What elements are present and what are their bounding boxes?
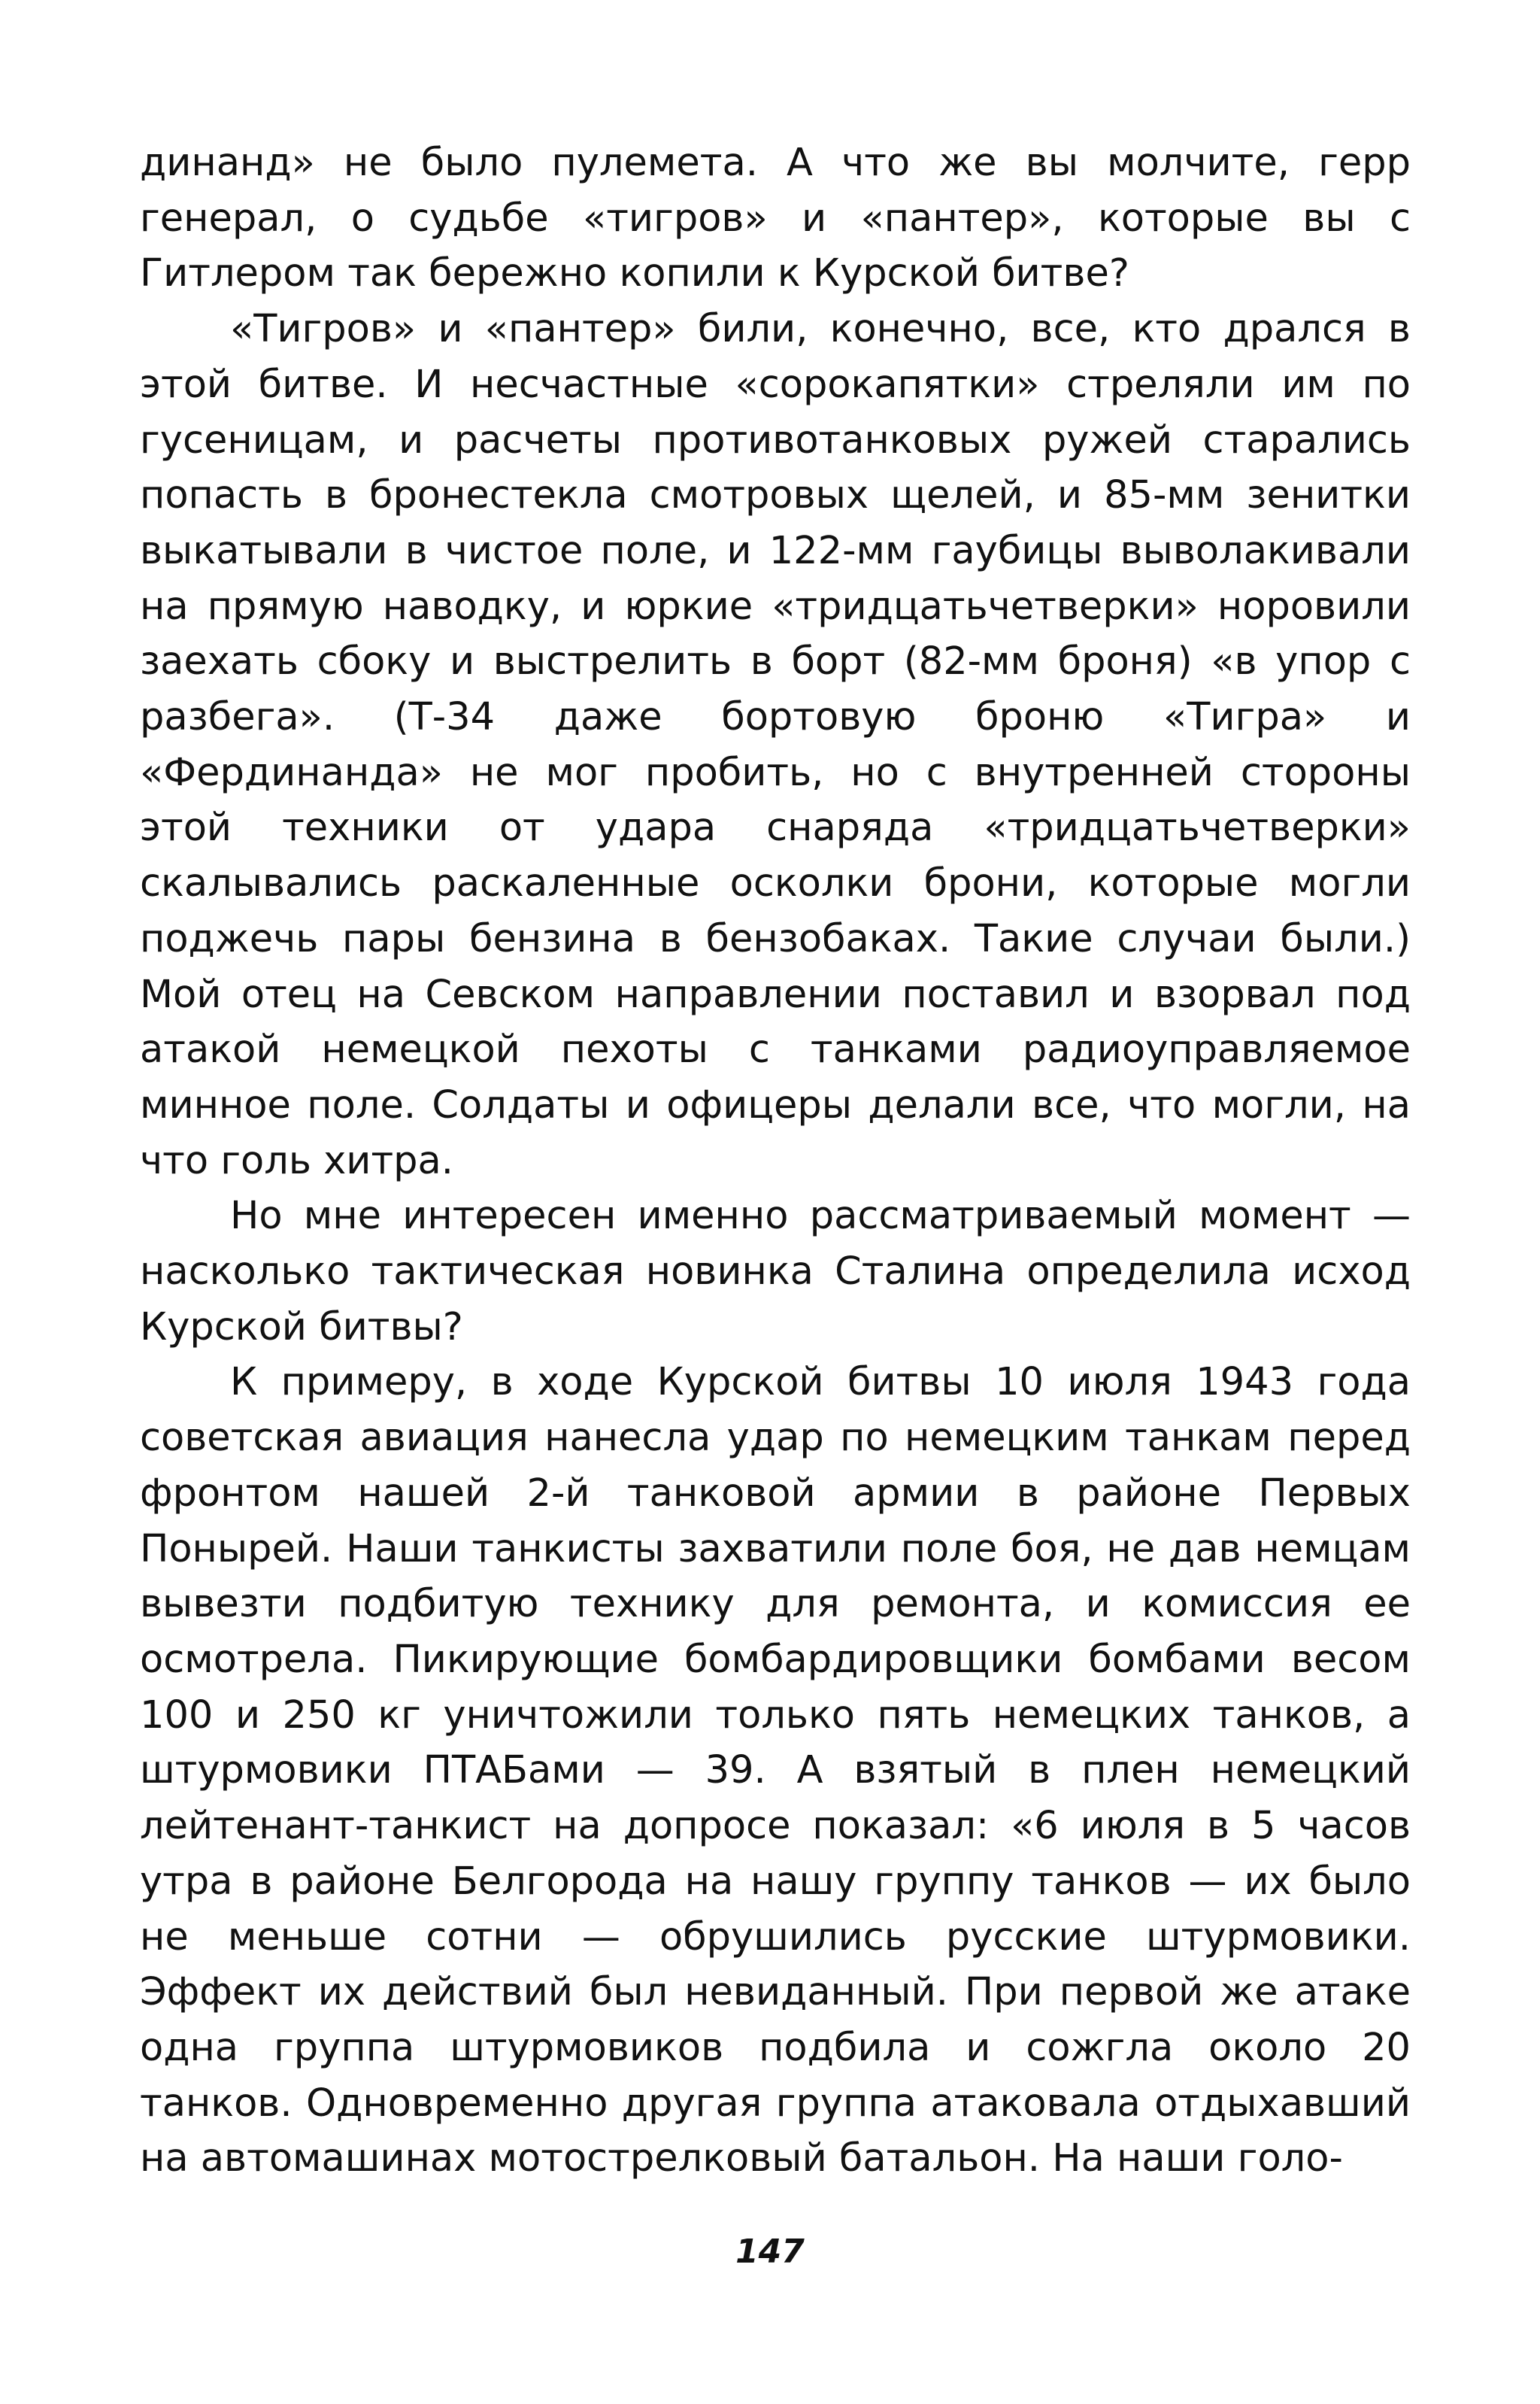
page-number: 147 [735,2233,805,2271]
body-text [140,135,1411,2187]
paragraph-4: К примеру, в ходе Курской битвы 10 июля 1943 года советская авиация нанесла удар по немецким танкам перед фронтом нашей 2-й танковой армии в районе Первых Понырей. Наши танкисты захватили поле боя, не дав немцам вывезти подбитую технику для ремонта, и комиссия ее осмотрела. Пикирующие бомбардировщики бомбами весом 100 и 250 кг уничтожили только пять немецких танков, а штурмовики ПТАБами — 39. А взятый в плен немецкий лейтенант-танкист на допросе показал: «6 июля в 5 часов утра в районе Белгорода на нашу группу танков — их было не меньше сотни — обрушились русские штурмовики. Эффект их действий был невиданный. При первой же атаке одна группа штурмовиков подбила и сожгла около 20 танков. Одновременно другая группа атаковала отдыхавший на автомашинах мотострелковый батальон. На наши голо- [140,1360,1411,2181]
paragraph-1: динанд» не было пулемета. А что же вы молчите, герр генерал, о судьбе «тигров» и «пантер», которые вы с Гитлером так бережно копили к Курской битве? [140,141,1411,296]
paragraph-3: Но мне интересен именно рассматриваемый момент — насколько тактическая новинка Сталина определила исход Курской битвы? [140,1194,1411,1349]
paragraph-2: «Тигров» и «пантер» били, конечно, все, кто дрался в этой битве. И несчастные «сорокапятки» стреляли им по гусеницам, и расчеты противотанковых ружей старались попасть в бронестекла смотровых щелей, и 85-мм зенитки выкатывали в чистое поле, и 122-мм гаубицы выволакивали на прямую наводку, и юркие «тридцатьчетверки» норовили заехать сбоку и выстрелить в борт (82-мм броня) «в упор с разбега». (Т-34 даже бортовую броню «Тигра» и «Фердинанда» не мог пробить, но с внутренней стороны этой техники от удара снаряда «тридцатьчетверки» скалывались раскаленные осколки брони, которые могли поджечь пары бензина в бензобаках. Такие случаи были.) Мой отец на Севском направлении поставил и взорвал под атакой немецкой пехоты с танками радиоуправляемое минное поле. Солдаты и офицеры делали все, что могли, на что голь хитра. [140,307,1411,1183]
